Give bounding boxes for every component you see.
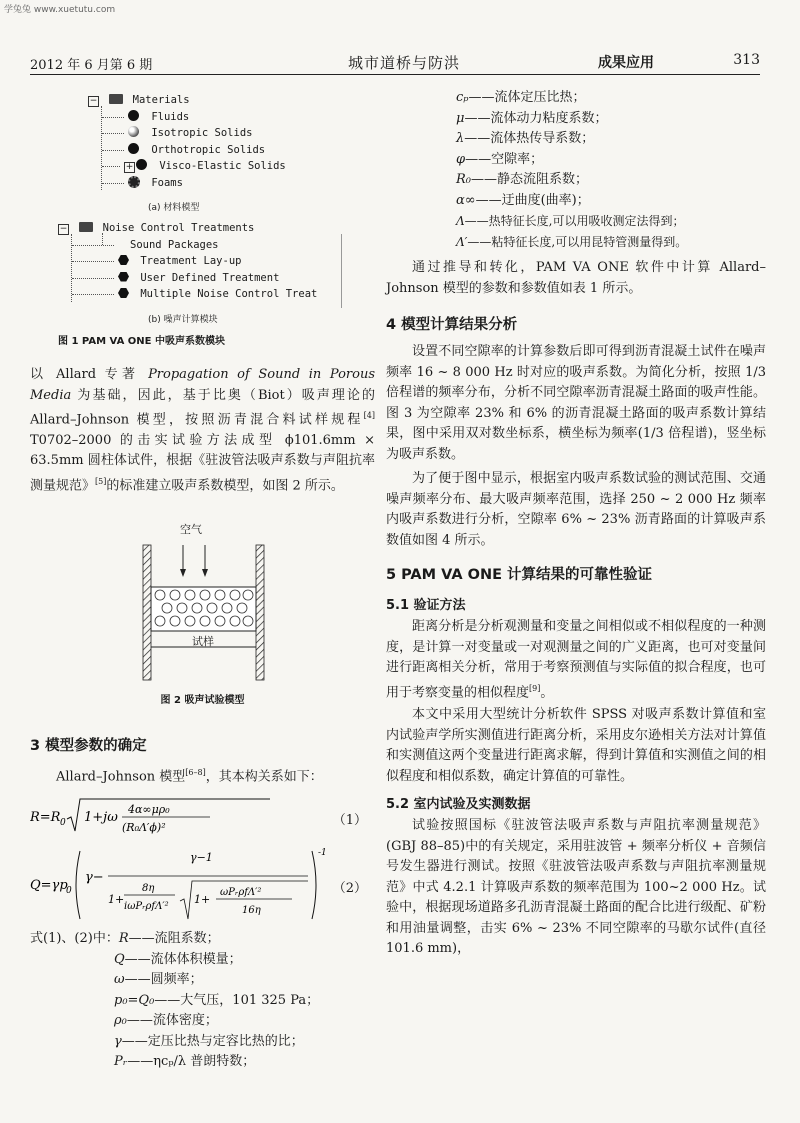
symbol: Pᵣ xyxy=(114,1054,128,1070)
tree-item-label: Visco-Elastic Solids xyxy=(159,160,286,172)
collapse-icon[interactable]: − xyxy=(89,96,98,106)
symbol-row xyxy=(456,109,766,130)
treatment-icon xyxy=(118,272,129,282)
symbol-desc: ——静态流阻系数； xyxy=(471,172,589,187)
symbol: ρ₀ xyxy=(114,1013,127,1029)
tree-root-noise-control[interactable] xyxy=(58,220,398,237)
tree-branch xyxy=(72,245,114,246)
symbol: α∞ xyxy=(456,192,476,208)
symbol-row xyxy=(456,191,766,212)
subsection-5-2-title: 5.2 室内试验及实测数据 xyxy=(386,797,531,813)
tree-branch xyxy=(72,294,114,295)
tube-left-wall xyxy=(143,545,151,680)
tree-item-label: Fluids xyxy=(151,110,190,123)
arrow-head-icon xyxy=(202,569,208,577)
tree-branch xyxy=(102,166,120,167)
tree-branch xyxy=(102,150,124,151)
symbol-row xyxy=(30,1052,375,1073)
symbol-desc: ——大气压，101 325 Pa； xyxy=(154,992,320,1008)
page-number: 313 xyxy=(733,52,760,68)
symbol-row xyxy=(30,970,375,991)
symbol-row xyxy=(30,991,375,1012)
symbol-desc: ——圆频率； xyxy=(124,972,203,988)
symbol-desc: ——ηcₚ/λ 普朗特数； xyxy=(127,1054,256,1070)
folder-icon xyxy=(79,222,93,232)
tree-item-sound-packages[interactable] xyxy=(58,237,398,254)
svg-text:γ−1: γ−1 xyxy=(190,851,213,865)
sample-label: 试样 xyxy=(192,634,214,648)
treatment-icon xyxy=(118,288,129,298)
section-4-para-1: 设置不同空隙率的计算参数后即可得到沥青混凝土试件在噪声频率 16 ~ 8 000 Hz 时对应的吸声系数。为简化分析，按照 1/3 倍程谱的频率分布，分析不同空隙率沥青混凝土路面的吸声性能。图 3 为空隙率 23% 和 6% 的沥青混凝土路面的吸声系数计算结果，图中采用双对数坐标系，横坐标为频率(1/3 倍程谱)，竖坐标为吸声系数。 xyxy=(386,344,766,462)
svg-text:4α∞μρ₀: 4α∞μρ₀ xyxy=(128,803,170,817)
fluid-sphere-icon xyxy=(128,110,139,121)
text-run: Allard–Johnson 模型 xyxy=(56,768,186,784)
section-4-title: 4 模型计算结果分析 xyxy=(386,317,518,333)
left-column xyxy=(30,84,375,1073)
viscoelastic-sphere-icon xyxy=(136,159,147,170)
svg-text:γ−: γ− xyxy=(85,870,104,886)
symbol-list-right xyxy=(386,88,766,252)
tree-root-label: Noise Control Treatments xyxy=(102,222,255,234)
text-run: 距离分析是分析观测量和变量之间相似或不相似程度的一种测度，是计算一对变量或一对观测量之间的广义距离，也可对变量间进行距离相关分析，常用于考察预测值与实际值的拟合程度，也可用于考察变量的相似程度 xyxy=(386,619,766,700)
symbol: γ xyxy=(114,1033,122,1049)
symbol: p₀=Q₀ xyxy=(114,992,155,1008)
tree-item-label: Orthotropic Solids xyxy=(151,143,266,156)
tree-item-label: Sound Packages xyxy=(130,238,219,251)
treatment-icon xyxy=(118,255,129,265)
text-run: 的标准建立吸声系数模型，如图 2 所示。 xyxy=(106,478,344,494)
symbol-row xyxy=(30,950,375,971)
tree-branch xyxy=(72,261,114,262)
symbol: μ xyxy=(456,110,465,126)
symbol-row xyxy=(30,1032,375,1053)
tree-item-label: Multiple Noise Control Treat xyxy=(140,288,318,300)
symbol: φ xyxy=(456,151,466,167)
symbol-row xyxy=(456,232,766,253)
issue-date: 2012 年 6 月第 6 期 xyxy=(30,58,153,73)
where-prefix: 式(1)、(2)中： xyxy=(30,931,119,947)
paragraph-derivation: 通过推导和转化，PAM VA ONE 软件中计算 Allard–Johnson 模型的参数和参数值如表 1 所示。 xyxy=(386,260,766,296)
svg-text:1+jω: 1+jω xyxy=(84,810,118,826)
collapse-icon[interactable]: − xyxy=(59,224,68,234)
air-label: 空气 xyxy=(180,522,202,536)
svg-text:0: 0 xyxy=(66,886,72,897)
section-5-title: 5 PAM VA ONE 计算结果的可靠性验证 xyxy=(386,567,653,583)
subsection-5-1-title: 5.1 验证方法 xyxy=(386,598,466,613)
symbol-row xyxy=(456,170,766,191)
tree-root-materials[interactable] xyxy=(88,92,428,109)
symbol-row xyxy=(30,929,375,950)
tree-item-foams[interactable] xyxy=(88,175,428,192)
symbol-desc: ——流阻系数； xyxy=(128,931,220,947)
expand-icon[interactable]: + xyxy=(125,162,134,172)
symbol-desc: ——流体定压比热； xyxy=(468,90,586,105)
svg-text:1+: 1+ xyxy=(194,893,211,907)
figure-1a-caption: (a) 材料模型 xyxy=(148,203,200,213)
svg-text:ωPᵣρfΛ′²: ωPᵣρfΛ′² xyxy=(220,887,262,899)
section-3-title: 3 模型参数的确定 xyxy=(30,737,147,754)
svg-text:16η: 16η xyxy=(242,905,261,917)
symbol: ω xyxy=(114,972,125,988)
svg-text:R=R: R=R xyxy=(30,810,61,826)
noise-control-tree xyxy=(58,220,398,303)
symbol: R₀ xyxy=(456,172,471,187)
absorption-test-diagram xyxy=(30,515,375,685)
paragraph-intro xyxy=(30,365,375,497)
symbol-row xyxy=(456,129,766,150)
symbol: cₚ xyxy=(456,90,469,105)
tree-item-isotropic[interactable] xyxy=(88,125,428,142)
figure-2-caption: 图 2 吸声试验模型 xyxy=(160,694,245,706)
symbol-desc: ——流体体积模量； xyxy=(124,951,242,967)
symbol-list-left xyxy=(30,929,375,1073)
page-header xyxy=(30,48,760,75)
tree-item-orthotropic[interactable] xyxy=(88,142,428,159)
text-run: ，其本构关系如下： xyxy=(205,768,323,784)
text-run: 。 xyxy=(540,684,554,700)
text-run: 以 Allard 专著 xyxy=(30,367,149,382)
section-4-para-2: 为了便于图中显示，根据室内吸声系数试验的测试范围、交通噪声频率分布、最大吸声频率范围，选择 250 ~ 2 000 Hz 频率内吸声系数进行分析，空隙率 6% ~ 23% 沥青路面的计算吸声系数值如图 4 所示。 xyxy=(386,471,766,548)
svg-text:1+: 1+ xyxy=(108,893,125,907)
symbol-desc: ——流体热传导系数； xyxy=(464,131,595,146)
right-column xyxy=(386,84,766,960)
tree-item-viscoelastic[interactable] xyxy=(88,158,428,175)
symbol-row xyxy=(30,1011,375,1032)
svg-text:8η: 8η xyxy=(142,883,155,895)
symbol-row xyxy=(456,211,766,232)
symbol-desc: ——流体动力粘度系数； xyxy=(464,110,608,126)
tree-root-label: Materials xyxy=(132,94,190,106)
arrow-head-icon xyxy=(180,569,186,577)
equation-1-number: （1） xyxy=(332,813,367,829)
tree-item-label: Isotropic Solids xyxy=(151,127,253,139)
symbol-desc: ——流体密度； xyxy=(126,1013,218,1029)
tree-item-label: Treatment Lay-up xyxy=(140,255,242,267)
foam-icon xyxy=(128,176,140,188)
symbol: R xyxy=(118,931,129,947)
text-run: 为基础，因此，基于比奥（Biot）吸声理论的 Allard–Johnson 模型，按照沥青混合料试样规程 xyxy=(30,387,375,428)
orthotropic-sphere-icon xyxy=(128,143,139,154)
tree-item-multiple-noise[interactable] xyxy=(58,286,398,303)
citation: [4] xyxy=(363,411,375,420)
journal-title: 城市道桥与防洪 xyxy=(348,54,461,72)
symbol: Λ xyxy=(456,214,465,228)
symbol-row xyxy=(456,88,766,109)
symbol-desc: ——定压比热与定容比热的比； xyxy=(121,1033,304,1049)
equation-1 xyxy=(30,795,375,839)
symbol-desc: ——空隙率； xyxy=(465,151,544,167)
tree-item-user-defined[interactable] xyxy=(58,270,398,287)
svg-text:(R₀Λ′ϕ)²: (R₀Λ′ϕ)² xyxy=(122,821,166,835)
symbol: λ xyxy=(456,131,465,146)
subsection-5-2-para-1: 试验按照国标《驻波管法吸声系数与声阻抗率测量规范》(GBJ 88–85)中的有关规定，采用驻波管 + 频率分析仪 + 音频信号发生器进行测试。按照《驻波管法吸声系数与声阻抗率测量规范》中式 4.2.1 计算吸声系数的频率范围为 100~2 000 Hz。试验中，根据现场道路多孔沥青混凝土路面的配合比进行级配、矿粉和用油量调整，击实 6% ~ 23% 不同空隙率的马歇尔试件(直径 101.6 mm)， xyxy=(386,818,766,957)
column-name: 成果应用 xyxy=(598,55,654,71)
folder-icon xyxy=(109,94,123,104)
equation-2 xyxy=(30,845,375,925)
watermark: 学兔兔 www.xuetutu.com xyxy=(4,5,116,15)
tree-branch xyxy=(72,278,114,279)
equation-2-render xyxy=(30,845,330,925)
equation-2-number: （2） xyxy=(332,881,367,897)
tube-right-wall xyxy=(256,545,264,680)
subsection-5-1-para-2: 本文中采用大型统计分析软件 SPSS 对吸声系数计算值和室内试验声学所实测值进行距离分析，采用皮尔逊相关方法对计算值和实测值这两个变量进行距离求解，得到计算值和实测值之间的相似程度和相似系数，确定计算值的可靠性。 xyxy=(386,707,766,784)
symbol-desc: ——迂曲度(曲率)； xyxy=(475,192,590,208)
symbol-desc: ——粘特征长度,可以用昆特管测量得到。 xyxy=(467,234,688,249)
symbol: Q xyxy=(114,951,125,967)
text-run: T0702–2000 的击实试验方法成型 ϕ101.6mm × 63.5mm 圆柱体试件，根据《驻波管法吸声系数与声阻抗率测量规范》 xyxy=(30,432,375,494)
svg-text:0: 0 xyxy=(60,818,66,829)
symbol-row xyxy=(456,150,766,171)
isotropic-sphere-icon xyxy=(128,126,139,137)
citation: [5] xyxy=(95,476,107,486)
section-3-intro xyxy=(30,763,375,788)
tree-branch xyxy=(102,183,124,184)
symbol-desc: ——热特征长度,可以用吸收测定法得到； xyxy=(464,214,685,228)
symbol: Λ′ xyxy=(456,234,468,249)
tree-branch xyxy=(102,233,103,245)
book-title: Propagation of Sound in Porous Media xyxy=(30,367,375,403)
figure-1-caption: 图 1 PAM VA ONE 中吸声系数模块 xyxy=(58,336,225,347)
svg-text:iωPᵣρfΛ′²: iωPᵣρfΛ′² xyxy=(124,901,169,913)
svg-text:-1: -1 xyxy=(318,848,327,859)
subsection-5-1-para-1 xyxy=(386,617,766,703)
equation-1-render xyxy=(30,795,320,839)
citation: [6–8] xyxy=(185,767,206,777)
figure-1 xyxy=(30,84,375,334)
svg-text:Q=γp: Q=γp xyxy=(30,878,68,894)
materials-tree xyxy=(88,92,428,191)
tree-item-label: User Defined Treatment xyxy=(140,271,280,284)
tree-branch xyxy=(102,117,124,118)
tree-item-fluids[interactable] xyxy=(88,109,428,126)
figure-1b-caption: (b) 噪声计算模块 xyxy=(148,315,218,325)
citation: [9] xyxy=(529,683,541,693)
tree-item-label: Foams xyxy=(151,176,183,189)
tree-branch xyxy=(102,133,124,134)
figure-2 xyxy=(30,515,375,695)
tree-item-treatment-layup[interactable] xyxy=(58,253,398,270)
